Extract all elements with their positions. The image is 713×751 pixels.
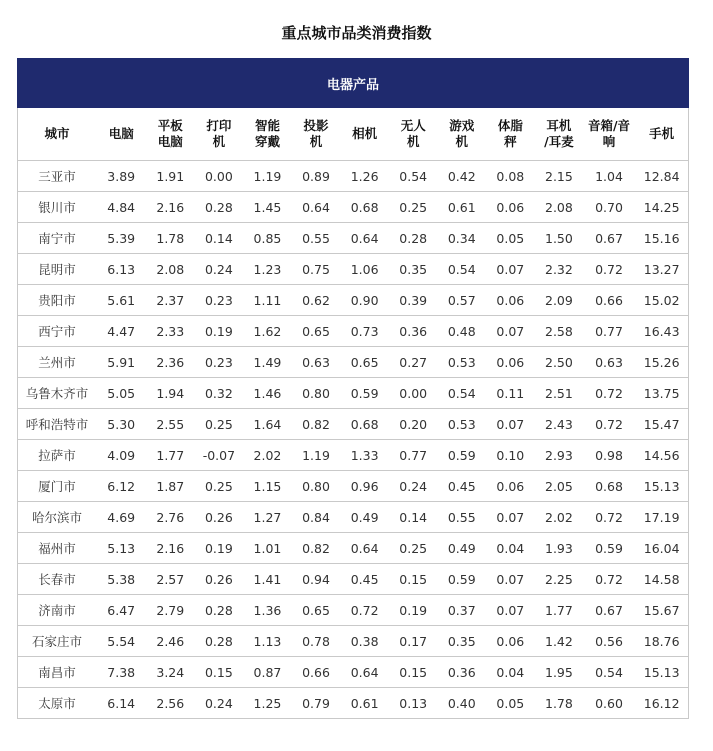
value-cell: 1.27 bbox=[243, 502, 292, 533]
value-cell: 1.87 bbox=[146, 471, 195, 502]
value-cell: 0.65 bbox=[340, 347, 389, 378]
value-cell: 0.73 bbox=[340, 316, 389, 347]
table-row bbox=[18, 409, 689, 440]
value-cell: 0.90 bbox=[340, 285, 389, 316]
value-cell: 0.24 bbox=[195, 688, 244, 719]
value-cell: 0.77 bbox=[583, 316, 635, 347]
column-header-label: 体脂 秤 bbox=[497, 118, 523, 149]
value-cell: 0.04 bbox=[486, 657, 535, 688]
value-cell: 0.62 bbox=[292, 285, 341, 316]
value-cell: 2.36 bbox=[146, 347, 195, 378]
table-body bbox=[18, 161, 689, 719]
value-cell: 0.25 bbox=[389, 192, 438, 223]
value-cell: 0.28 bbox=[389, 223, 438, 254]
value-cell: 15.67 bbox=[635, 595, 689, 626]
value-cell: 0.26 bbox=[195, 564, 244, 595]
table-row bbox=[18, 595, 689, 626]
table-row bbox=[18, 533, 689, 564]
value-cell: 0.14 bbox=[389, 502, 438, 533]
value-cell: 0.23 bbox=[195, 347, 244, 378]
city-cell: 贵阳市 bbox=[18, 285, 97, 316]
value-cell: 0.80 bbox=[292, 378, 341, 409]
value-cell: 0.32 bbox=[195, 378, 244, 409]
value-cell: 0.72 bbox=[583, 409, 635, 440]
value-cell: 13.75 bbox=[635, 378, 689, 409]
value-cell: 0.45 bbox=[340, 564, 389, 595]
value-cell: 1.26 bbox=[340, 161, 389, 192]
value-cell: 0.82 bbox=[292, 409, 341, 440]
value-cell: 1.94 bbox=[146, 378, 195, 409]
value-cell: 5.91 bbox=[96, 347, 146, 378]
city-cell: 石家庄市 bbox=[18, 626, 97, 657]
value-cell: 0.68 bbox=[583, 471, 635, 502]
value-cell: 0.34 bbox=[437, 223, 486, 254]
value-cell: 1.77 bbox=[146, 440, 195, 471]
value-cell: 2.16 bbox=[146, 192, 195, 223]
value-cell: 5.54 bbox=[96, 626, 146, 657]
value-cell: 0.54 bbox=[437, 378, 486, 409]
value-cell: 13.27 bbox=[635, 254, 689, 285]
value-cell: 0.24 bbox=[389, 471, 438, 502]
city-cell: 哈尔滨市 bbox=[18, 502, 97, 533]
value-cell: 0.60 bbox=[583, 688, 635, 719]
value-cell: 0.07 bbox=[486, 254, 535, 285]
value-cell: 2.57 bbox=[146, 564, 195, 595]
value-cell: 0.72 bbox=[583, 378, 635, 409]
value-cell: 1.41 bbox=[243, 564, 292, 595]
value-cell: 2.43 bbox=[535, 409, 584, 440]
value-cell: 0.72 bbox=[340, 595, 389, 626]
value-cell: 0.25 bbox=[389, 533, 438, 564]
value-cell: 15.02 bbox=[635, 285, 689, 316]
value-cell: 0.68 bbox=[340, 409, 389, 440]
value-cell: 2.08 bbox=[535, 192, 584, 223]
value-cell: 0.15 bbox=[389, 657, 438, 688]
value-cell: 5.39 bbox=[96, 223, 146, 254]
value-cell: 1.19 bbox=[292, 440, 341, 471]
value-cell: 1.06 bbox=[340, 254, 389, 285]
table-row bbox=[18, 378, 689, 409]
value-cell: 2.55 bbox=[146, 409, 195, 440]
value-cell: -0.07 bbox=[195, 440, 244, 471]
value-cell: 14.25 bbox=[635, 192, 689, 223]
value-cell: 1.36 bbox=[243, 595, 292, 626]
value-cell: 0.17 bbox=[389, 626, 438, 657]
value-cell: 0.38 bbox=[340, 626, 389, 657]
value-cell: 0.96 bbox=[340, 471, 389, 502]
city-cell: 西宁市 bbox=[18, 316, 97, 347]
value-cell: 1.45 bbox=[243, 192, 292, 223]
value-cell: 0.06 bbox=[486, 471, 535, 502]
value-cell: 0.35 bbox=[389, 254, 438, 285]
value-cell: 0.27 bbox=[389, 347, 438, 378]
city-cell: 南昌市 bbox=[18, 657, 97, 688]
value-cell: 0.13 bbox=[389, 688, 438, 719]
value-cell: 0.26 bbox=[195, 502, 244, 533]
value-cell: 2.16 bbox=[146, 533, 195, 564]
value-cell: 0.65 bbox=[292, 316, 341, 347]
column-header-label: 相机 bbox=[352, 126, 378, 141]
value-cell: 14.56 bbox=[635, 440, 689, 471]
value-cell: 2.93 bbox=[535, 440, 584, 471]
value-cell: 1.19 bbox=[243, 161, 292, 192]
value-cell: 6.14 bbox=[96, 688, 146, 719]
value-cell: 0.14 bbox=[195, 223, 244, 254]
value-cell: 0.79 bbox=[292, 688, 341, 719]
value-cell: 0.40 bbox=[437, 688, 486, 719]
value-cell: 0.06 bbox=[486, 626, 535, 657]
column-header-label: 打印 机 bbox=[206, 118, 232, 149]
column-header-label: 手机 bbox=[649, 126, 675, 141]
value-cell: 0.78 bbox=[292, 626, 341, 657]
value-cell: 0.37 bbox=[437, 595, 486, 626]
value-cell: 0.87 bbox=[243, 657, 292, 688]
value-cell: 0.53 bbox=[437, 409, 486, 440]
column-header-label: 城市 bbox=[44, 126, 70, 141]
value-cell: 0.61 bbox=[437, 192, 486, 223]
value-cell: 1.95 bbox=[535, 657, 584, 688]
value-cell: 1.23 bbox=[243, 254, 292, 285]
city-cell: 济南市 bbox=[18, 595, 97, 626]
column-header bbox=[486, 108, 535, 161]
value-cell: 5.61 bbox=[96, 285, 146, 316]
column-header bbox=[146, 108, 195, 161]
column-header-label: 耳机 /耳麦 bbox=[544, 118, 574, 149]
value-cell: 0.25 bbox=[195, 471, 244, 502]
value-cell: 0.80 bbox=[292, 471, 341, 502]
value-cell: 0.98 bbox=[583, 440, 635, 471]
group-header: 电器产品 bbox=[18, 59, 689, 108]
city-cell: 兰州市 bbox=[18, 347, 97, 378]
value-cell: 18.76 bbox=[635, 626, 689, 657]
value-cell: 0.07 bbox=[486, 502, 535, 533]
value-cell: 1.78 bbox=[146, 223, 195, 254]
value-cell: 0.28 bbox=[195, 626, 244, 657]
value-cell: 0.59 bbox=[437, 440, 486, 471]
value-cell: 2.02 bbox=[243, 440, 292, 471]
value-cell: 0.36 bbox=[389, 316, 438, 347]
value-cell: 1.93 bbox=[535, 533, 584, 564]
table-row bbox=[18, 626, 689, 657]
value-cell: 0.28 bbox=[195, 595, 244, 626]
city-cell: 三亚市 bbox=[18, 161, 97, 192]
value-cell: 15.16 bbox=[635, 223, 689, 254]
city-cell: 南宁市 bbox=[18, 223, 97, 254]
value-cell: 5.30 bbox=[96, 409, 146, 440]
value-cell: 15.13 bbox=[635, 471, 689, 502]
value-cell: 2.79 bbox=[146, 595, 195, 626]
value-cell: 1.64 bbox=[243, 409, 292, 440]
value-cell: 2.05 bbox=[535, 471, 584, 502]
value-cell: 6.13 bbox=[96, 254, 146, 285]
value-cell: 0.53 bbox=[437, 347, 486, 378]
value-cell: 0.00 bbox=[195, 161, 244, 192]
value-cell: 0.72 bbox=[583, 254, 635, 285]
value-cell: 6.47 bbox=[96, 595, 146, 626]
value-cell: 15.26 bbox=[635, 347, 689, 378]
value-cell: 0.64 bbox=[340, 533, 389, 564]
value-cell: 0.59 bbox=[437, 564, 486, 595]
value-cell: 0.82 bbox=[292, 533, 341, 564]
value-cell: 1.49 bbox=[243, 347, 292, 378]
value-cell: 0.72 bbox=[583, 502, 635, 533]
value-cell: 0.08 bbox=[486, 161, 535, 192]
value-cell: 2.25 bbox=[535, 564, 584, 595]
column-header bbox=[195, 108, 244, 161]
value-cell: 2.02 bbox=[535, 502, 584, 533]
value-cell: 1.04 bbox=[583, 161, 635, 192]
table-row bbox=[18, 347, 689, 378]
table-row bbox=[18, 688, 689, 719]
table-row bbox=[18, 192, 689, 223]
data-table bbox=[17, 58, 689, 719]
value-cell: 0.05 bbox=[486, 688, 535, 719]
value-cell: 0.84 bbox=[292, 502, 341, 533]
value-cell: 0.56 bbox=[583, 626, 635, 657]
value-cell: 0.68 bbox=[340, 192, 389, 223]
value-cell: 0.11 bbox=[486, 378, 535, 409]
value-cell: 2.08 bbox=[146, 254, 195, 285]
value-cell: 0.64 bbox=[340, 657, 389, 688]
table-row bbox=[18, 285, 689, 316]
value-cell: 0.65 bbox=[292, 595, 341, 626]
value-cell: 0.66 bbox=[583, 285, 635, 316]
column-header bbox=[535, 108, 584, 161]
city-cell: 银川市 bbox=[18, 192, 97, 223]
value-cell: 15.13 bbox=[635, 657, 689, 688]
value-cell: 4.84 bbox=[96, 192, 146, 223]
table-row bbox=[18, 657, 689, 688]
value-cell: 0.42 bbox=[437, 161, 486, 192]
value-cell: 2.76 bbox=[146, 502, 195, 533]
column-header bbox=[389, 108, 438, 161]
value-cell: 0.24 bbox=[195, 254, 244, 285]
value-cell: 0.07 bbox=[486, 595, 535, 626]
value-cell: 0.54 bbox=[583, 657, 635, 688]
value-cell: 0.89 bbox=[292, 161, 341, 192]
value-cell: 0.07 bbox=[486, 409, 535, 440]
value-cell: 1.15 bbox=[243, 471, 292, 502]
column-header bbox=[292, 108, 341, 161]
value-cell: 2.15 bbox=[535, 161, 584, 192]
value-cell: 2.46 bbox=[146, 626, 195, 657]
city-cell: 福州市 bbox=[18, 533, 97, 564]
value-cell: 0.54 bbox=[437, 254, 486, 285]
value-cell: 0.36 bbox=[437, 657, 486, 688]
value-cell: 0.39 bbox=[389, 285, 438, 316]
city-cell: 拉萨市 bbox=[18, 440, 97, 471]
value-cell: 5.05 bbox=[96, 378, 146, 409]
value-cell: 0.19 bbox=[389, 595, 438, 626]
value-cell: 2.56 bbox=[146, 688, 195, 719]
value-cell: 1.42 bbox=[535, 626, 584, 657]
city-cell: 乌鲁木齐市 bbox=[18, 378, 97, 409]
value-cell: 1.91 bbox=[146, 161, 195, 192]
table-row bbox=[18, 440, 689, 471]
value-cell: 0.25 bbox=[195, 409, 244, 440]
value-cell: 0.04 bbox=[486, 533, 535, 564]
column-header-label: 智能 穿戴 bbox=[254, 118, 280, 149]
city-cell: 太原市 bbox=[18, 688, 97, 719]
value-cell: 0.64 bbox=[340, 223, 389, 254]
value-cell: 0.70 bbox=[583, 192, 635, 223]
city-cell: 厦门市 bbox=[18, 471, 97, 502]
value-cell: 0.85 bbox=[243, 223, 292, 254]
value-cell: 1.33 bbox=[340, 440, 389, 471]
value-cell: 0.63 bbox=[583, 347, 635, 378]
value-cell: 2.58 bbox=[535, 316, 584, 347]
value-cell: 0.49 bbox=[437, 533, 486, 564]
value-cell: 0.45 bbox=[437, 471, 486, 502]
value-cell: 0.20 bbox=[389, 409, 438, 440]
column-header bbox=[243, 108, 292, 161]
value-cell: 16.04 bbox=[635, 533, 689, 564]
city-cell: 呼和浩特市 bbox=[18, 409, 97, 440]
value-cell: 0.55 bbox=[292, 223, 341, 254]
value-cell: 0.49 bbox=[340, 502, 389, 533]
value-cell: 0.00 bbox=[389, 378, 438, 409]
value-cell: 4.09 bbox=[96, 440, 146, 471]
value-cell: 0.67 bbox=[583, 223, 635, 254]
value-cell: 2.32 bbox=[535, 254, 584, 285]
value-cell: 0.05 bbox=[486, 223, 535, 254]
value-cell: 12.84 bbox=[635, 161, 689, 192]
value-cell: 17.19 bbox=[635, 502, 689, 533]
value-cell: 0.54 bbox=[389, 161, 438, 192]
value-cell: 0.63 bbox=[292, 347, 341, 378]
value-cell: 16.12 bbox=[635, 688, 689, 719]
value-cell: 0.15 bbox=[389, 564, 438, 595]
city-cell: 昆明市 bbox=[18, 254, 97, 285]
value-cell: 0.66 bbox=[292, 657, 341, 688]
column-header-label: 音箱/音 响 bbox=[587, 118, 631, 149]
table-row bbox=[18, 161, 689, 192]
value-cell: 1.25 bbox=[243, 688, 292, 719]
value-cell: 1.62 bbox=[243, 316, 292, 347]
value-cell: 6.12 bbox=[96, 471, 146, 502]
value-cell: 0.57 bbox=[437, 285, 486, 316]
value-cell: 1.78 bbox=[535, 688, 584, 719]
value-cell: 4.47 bbox=[96, 316, 146, 347]
table-row bbox=[18, 223, 689, 254]
value-cell: 0.35 bbox=[437, 626, 486, 657]
value-cell: 0.75 bbox=[292, 254, 341, 285]
value-cell: 0.19 bbox=[195, 533, 244, 564]
value-cell: 0.15 bbox=[195, 657, 244, 688]
value-cell: 0.28 bbox=[195, 192, 244, 223]
value-cell: 0.07 bbox=[486, 564, 535, 595]
value-cell: 1.01 bbox=[243, 533, 292, 564]
value-cell: 1.11 bbox=[243, 285, 292, 316]
value-cell: 16.43 bbox=[635, 316, 689, 347]
value-cell: 7.38 bbox=[96, 657, 146, 688]
column-header-label: 无人 机 bbox=[400, 118, 426, 149]
value-cell: 0.06 bbox=[486, 285, 535, 316]
page-title: 重点城市品类消费指数 bbox=[281, 24, 432, 42]
value-cell: 14.58 bbox=[635, 564, 689, 595]
value-cell: 2.51 bbox=[535, 378, 584, 409]
value-cell: 0.72 bbox=[583, 564, 635, 595]
value-cell: 0.59 bbox=[583, 533, 635, 564]
table-row bbox=[18, 502, 689, 533]
value-cell: 1.50 bbox=[535, 223, 584, 254]
value-cell: 3.89 bbox=[96, 161, 146, 192]
value-cell: 1.77 bbox=[535, 595, 584, 626]
value-cell: 2.09 bbox=[535, 285, 584, 316]
value-cell: 5.13 bbox=[96, 533, 146, 564]
value-cell: 0.77 bbox=[389, 440, 438, 471]
value-cell: 2.37 bbox=[146, 285, 195, 316]
column-header-label: 平板 电脑 bbox=[157, 118, 183, 149]
value-cell: 0.59 bbox=[340, 378, 389, 409]
table-row bbox=[18, 471, 689, 502]
value-cell: 0.61 bbox=[340, 688, 389, 719]
column-header bbox=[18, 108, 97, 161]
value-cell: 2.33 bbox=[146, 316, 195, 347]
value-cell: 0.64 bbox=[292, 192, 341, 223]
value-cell: 0.07 bbox=[486, 316, 535, 347]
value-cell: 0.10 bbox=[486, 440, 535, 471]
value-cell: 0.48 bbox=[437, 316, 486, 347]
column-header bbox=[96, 108, 146, 161]
value-cell: 0.55 bbox=[437, 502, 486, 533]
column-header-row bbox=[18, 108, 689, 161]
value-cell: 0.23 bbox=[195, 285, 244, 316]
value-cell: 3.24 bbox=[146, 657, 195, 688]
value-cell: 0.06 bbox=[486, 347, 535, 378]
column-header bbox=[437, 108, 486, 161]
column-header bbox=[583, 108, 635, 161]
value-cell: 2.50 bbox=[535, 347, 584, 378]
value-cell: 5.38 bbox=[96, 564, 146, 595]
value-cell: 15.47 bbox=[635, 409, 689, 440]
value-cell: 1.46 bbox=[243, 378, 292, 409]
value-cell: 0.06 bbox=[486, 192, 535, 223]
column-header bbox=[340, 108, 389, 161]
value-cell: 1.13 bbox=[243, 626, 292, 657]
table-row bbox=[18, 316, 689, 347]
column-header-label: 投影 机 bbox=[303, 118, 329, 149]
column-header-label: 电脑 bbox=[108, 126, 134, 141]
table-row bbox=[18, 254, 689, 285]
city-cell: 长春市 bbox=[18, 564, 97, 595]
value-cell: 4.69 bbox=[96, 502, 146, 533]
column-header-label: 游戏 机 bbox=[449, 118, 475, 149]
value-cell: 0.19 bbox=[195, 316, 244, 347]
table-row bbox=[18, 564, 689, 595]
column-header bbox=[635, 108, 689, 161]
value-cell: 0.94 bbox=[292, 564, 341, 595]
value-cell: 0.67 bbox=[583, 595, 635, 626]
